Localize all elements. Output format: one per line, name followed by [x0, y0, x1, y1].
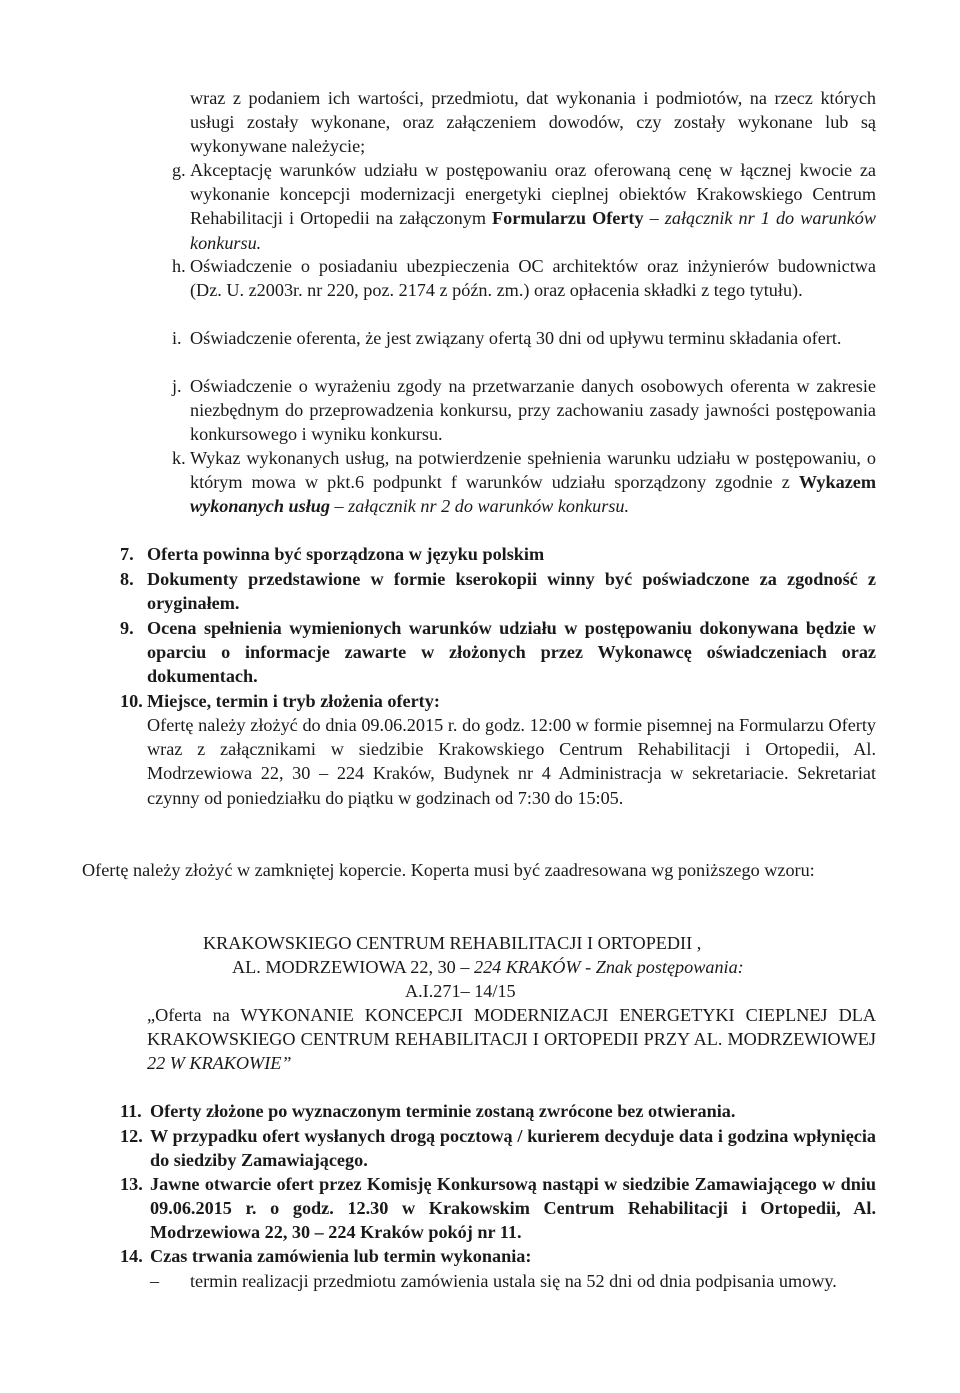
section-9-text: Ocena spełnienia wymienionych warunków udziału w postępowaniu dokonywana będzie w oparciu o informacje zawarte w złożonych przez Wykonawcę oświadczeniach oraz dokumentach.	[147, 618, 876, 687]
item-k-label: k.	[172, 448, 186, 468]
section-13-number: 13.	[120, 1174, 143, 1194]
item-h-label: h.	[172, 256, 186, 276]
item-k-list-name: Wykazem	[798, 472, 877, 493]
section-7-text: Oferta powinna być sporządzona w języku polskim	[147, 544, 545, 564]
section-10-heading: Miejsce, termin i tryb złożenia oferty:	[147, 691, 440, 711]
address-street: AL. MODRZEWIOWA 22, 30 –	[232, 957, 470, 977]
section-10-number: 10.	[120, 691, 143, 711]
item-k-attachment-ref: – załącznik nr 2 do warunków konkursu.	[334, 496, 630, 517]
item-g-form-name: Formularzu Oferty	[492, 208, 644, 229]
section-14-bullet: termin realizacji przedmiotu zamówienia ustala się na 52 dni od dnia podpisania umowy.	[190, 1271, 837, 1291]
item-g-label: g.	[172, 160, 186, 180]
address-line-2	[232, 955, 872, 979]
address-reference-number: A.I.271– 14/15	[405, 981, 516, 1001]
section-12-number: 12.	[120, 1126, 143, 1146]
item-g-body: Akceptację warunków udziału w postępowaniu oraz oferowaną cenę w łącznej kwocie za wykonanie koncepcji modernizacji energetyki cieplnej obiektów Krakowskiego Centrum Rehabilitacji i Ortopedii na załączonym	[190, 160, 876, 229]
section-8-number: 8.	[120, 569, 134, 589]
section-12-text: W przypadku ofert wysłanych drogą pocztową / kurierem decyduje data i godzina wpłynięcia do siedziby Zamawiającego.	[150, 1126, 876, 1171]
section-11-text: Oferty złożone po wyznaczonym terminie zostaną zwrócone bez otwierania.	[150, 1101, 736, 1121]
offer-title-italic: 22 W KRAKOWIE”	[147, 1053, 292, 1074]
section-14-number: 14.	[120, 1246, 143, 1266]
item-k-list-name-italic: wykonanych usług	[190, 496, 330, 517]
offer-title-text: „Oferta na WYKONANIE KONCEPCJI MODERNIZACJI ENERGETYKI CIEPLNEJ DLA KRAKOWSKIEGO CENTRUM REHABILITACJI I ORTOPEDII PRZY AL. MODRZEWIOWEJ	[147, 1005, 876, 1050]
item-g-text	[190, 158, 876, 255]
envelope-offer-title	[147, 1003, 876, 1076]
section-11-number: 11.	[120, 1101, 142, 1121]
section-7-number: 7.	[120, 544, 134, 564]
section-14-heading: Czas trwania zamówienia lub termin wykonania:	[150, 1246, 532, 1266]
item-j-text: Oświadczenie o wyrażeniu zgody na przetwarzanie danych osobowych oferenta w zakresie niezbędnym do przeprowadzenia konkursu, przy zachowaniu zasady jawności postępowania konkursowego i wyniku konkursu.	[190, 376, 876, 445]
item-k-body: Wykaz wykonanych usług, na potwierdzenie spełnienia warunku udziału w postępowaniu, o którym mowa w pkt.6 podpunkt f warunków udziału sporządzony zgodnie z	[190, 448, 876, 493]
address-city-and-ref-label: 224 KRAKÓW - Znak postępowania:	[473, 957, 744, 977]
section-14-dash: –	[150, 1271, 160, 1291]
section-9-number: 9.	[120, 618, 134, 638]
item-k-text	[190, 446, 876, 519]
item-i-label: i.	[172, 328, 182, 348]
item-j-label: j.	[172, 376, 182, 396]
item-h-text: Oświadczenie o posiadaniu ubezpieczenia OC architektów oraz inżynierów budownictwa (Dz. U. z2003r. nr 220, poz. 2174 z późn. zm.) oraz opłacenia składki z tego tytułu).	[190, 256, 876, 301]
item-i-text: Oświadczenie oferenta, że jest związany ofertą 30 dni od upływu terminu składania ofert.	[190, 328, 842, 348]
section-13-text: Jawne otwarcie ofert przez Komisję Konkursową nastąpi w siedzibie Zamawiającego w dniu 09.06.2015 r. o godz. 12.30 w Krakowskim Centrum Rehabilitacji i Ortopedii, Al. Modrzewiowa 22, 30 – 224 Kraków pokój nr 11.	[150, 1174, 876, 1243]
section-8-text: Dokumenty przedstawione w formie kserokopii winny być poświadczone za zgodność z oryginałem.	[147, 569, 876, 614]
item-g-attachment-ref: – załącznik nr 1 do warunków konkursu.	[190, 208, 877, 253]
item-f-continuation: wraz z podaniem ich wartości, przedmiotu, dat wykonania i podmiotów, na rzecz których usługi zostały wykonane, oraz załączeniem dowodów, czy zostały wykonane lub są wykonywane należycie;	[190, 88, 876, 157]
address-line-1: KRAKOWSKIEGO CENTRUM REHABILITACJI I ORTOPEDII ,	[203, 933, 702, 953]
envelope-instruction: Ofertę należy złożyć w zamkniętej kopercie. Koperta musi być zaadresowana wg poniższego wzoru:	[82, 860, 815, 880]
section-10-body: Ofertę należy złożyć do dnia 09.06.2015 r. do godz. 12:00 w formie pisemnej na Formularzu Oferty wraz z załącznikami w siedzibie Krakowskiego Centrum Rehabilitacji i Ortopedii, Al. Modrzewiowa 22, 30 – 224 Kraków, Budynek nr 4 Administracja w sekretariacie. Sekretariat czynny od poniedziałku do piątku w godzinach od 7:30 do 15:05.	[147, 715, 876, 808]
